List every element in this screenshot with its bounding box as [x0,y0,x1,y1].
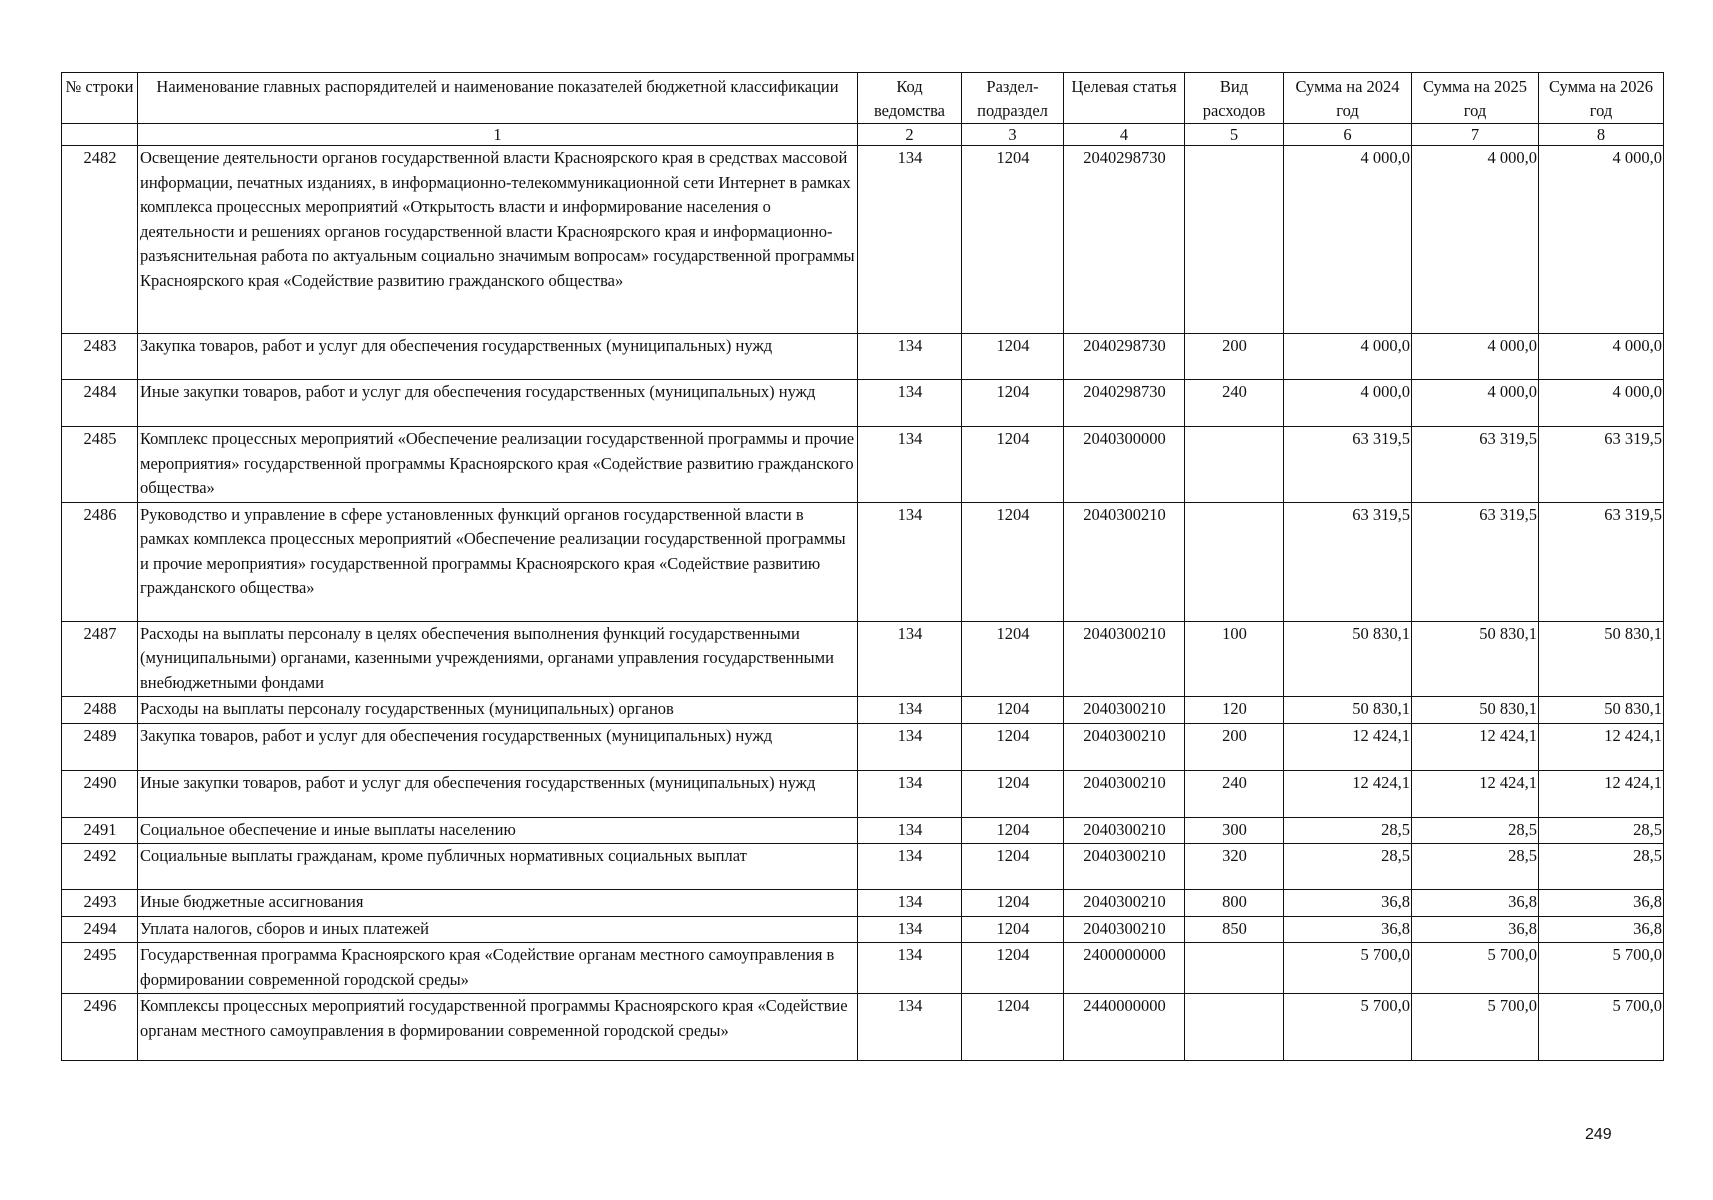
department-code-cell: 134 [858,146,962,334]
department-code-cell: 134 [858,502,962,621]
sum-2024-cell: 28,5 [1284,844,1412,890]
sum-2024-cell: 63 319,5 [1284,502,1412,621]
target-article-cell: 2040300210 [1064,916,1185,943]
name-cell: Освещение деятельности органов государственной власти Красноярского края в средствах массовой информации, печатных изданиях, в информационно-телекоммуникационной сети Интернет в рамках комплекса процессных мероприятий «Открытость власти и информирование населения о деятельности и решениях органов государственной власти Красноярского края и информационно-разъяснительная работа по актуальным социально значимым вопросам» государственной программы Красноярского края «Содействие развитию гражданского общества» [138,146,858,334]
page-number: 249 [1585,1126,1612,1143]
name-cell: Социальные выплаты гражданам, кроме публичных нормативных социальных выплат [138,844,858,890]
name-cell: Расходы на выплаты персоналу в целях обеспечения выполнения функций государственными (муниципальными) органами, казенными учреждениями, органами управления государственными внебюджетными фондами [138,621,858,697]
table-row [62,427,1664,503]
sum-2024-cell: 63 319,5 [1284,427,1412,503]
section-cell: 1204 [962,427,1064,503]
sum-2025-cell: 4 000,0 [1412,380,1539,427]
table-row [62,621,1664,697]
section-cell: 1204 [962,621,1064,697]
header-section: Раздел-подраздел [962,73,1064,124]
table-row [62,334,1664,380]
column-number: 5 [1185,124,1284,146]
sum-2026-cell: 36,8 [1539,916,1664,943]
column-number: 2 [858,124,962,146]
target-article-cell: 2040300210 [1064,502,1185,621]
expense-kind-cell [1185,146,1284,334]
table-row [62,916,1664,943]
target-article-cell: 2040298730 [1064,334,1185,380]
column-number: 3 [962,124,1064,146]
column-number: 6 [1284,124,1412,146]
table-row [62,817,1664,844]
row-number-cell: 2491 [62,817,138,844]
expense-kind-cell: 800 [1185,890,1284,917]
sum-2024-cell: 4 000,0 [1284,334,1412,380]
section-cell: 1204 [962,334,1064,380]
column-number: 7 [1412,124,1539,146]
sum-2025-cell: 63 319,5 [1412,427,1539,503]
department-code-cell: 134 [858,427,962,503]
column-number: 8 [1539,124,1664,146]
section-cell: 1204 [962,817,1064,844]
section-cell: 1204 [962,844,1064,890]
department-code-cell: 134 [858,723,962,770]
header-row [62,73,1664,124]
department-code-cell: 134 [858,890,962,917]
sum-2026-cell: 5 700,0 [1539,994,1664,1061]
sum-2026-cell: 4 000,0 [1539,146,1664,334]
row-number-cell: 2489 [62,723,138,770]
expense-kind-cell: 100 [1185,621,1284,697]
sum-2024-cell: 4 000,0 [1284,146,1412,334]
name-cell: Уплата налогов, сборов и иных платежей [138,916,858,943]
expense-kind-cell: 200 [1185,334,1284,380]
department-code-cell: 134 [858,334,962,380]
department-code-cell: 134 [858,844,962,890]
sum-2024-cell: 28,5 [1284,817,1412,844]
row-number-cell: 2495 [62,943,138,994]
column-number-row [62,124,1664,146]
sum-2025-cell: 36,8 [1412,890,1539,917]
sum-2025-cell: 5 700,0 [1412,994,1539,1061]
expense-kind-cell [1185,502,1284,621]
section-cell: 1204 [962,943,1064,994]
table-row [62,146,1664,334]
budget-table [61,72,1664,1061]
name-cell: Закупка товаров, работ и услуг для обеспечения государственных (муниципальных) нужд [138,334,858,380]
expense-kind-cell: 850 [1185,916,1284,943]
target-article-cell: 2040300000 [1064,427,1185,503]
department-code-cell: 134 [858,380,962,427]
target-article-cell: 2440000000 [1064,994,1185,1061]
name-cell: Иные закупки товаров, работ и услуг для обеспечения государственных (муниципальных) нужд [138,380,858,427]
target-article-cell: 2040300210 [1064,621,1185,697]
expense-kind-cell: 240 [1185,380,1284,427]
target-article-cell: 2040298730 [1064,146,1185,334]
name-cell: Социальное обеспечение и иные выплаты населению [138,817,858,844]
sum-2025-cell: 50 830,1 [1412,621,1539,697]
department-code-cell: 134 [858,817,962,844]
department-code-cell: 134 [858,697,962,724]
section-cell: 1204 [962,890,1064,917]
section-cell: 1204 [962,697,1064,724]
row-number-cell: 2493 [62,890,138,917]
table-row [62,502,1664,621]
section-cell: 1204 [962,502,1064,621]
row-number-cell: 2492 [62,844,138,890]
sum-2024-cell: 12 424,1 [1284,723,1412,770]
name-cell: Расходы на выплаты персоналу государственных (муниципальных) органов [138,697,858,724]
row-number-cell: 2486 [62,502,138,621]
sum-2025-cell: 12 424,1 [1412,723,1539,770]
section-cell: 1204 [962,916,1064,943]
sum-2026-cell: 63 319,5 [1539,427,1664,503]
sum-2026-cell: 4 000,0 [1539,334,1664,380]
department-code-cell: 134 [858,621,962,697]
section-cell: 1204 [962,770,1064,817]
department-code-cell: 134 [858,916,962,943]
name-cell: Иные бюджетные ассигнования [138,890,858,917]
sum-2026-cell: 4 000,0 [1539,380,1664,427]
sum-2024-cell: 5 700,0 [1284,943,1412,994]
row-number-cell: 2488 [62,697,138,724]
table-body [62,146,1664,1061]
table-row [62,723,1664,770]
sum-2025-cell: 36,8 [1412,916,1539,943]
row-number-cell: 2496 [62,994,138,1061]
target-article-cell: 2040300210 [1064,890,1185,917]
sum-2026-cell: 12 424,1 [1539,770,1664,817]
name-cell: Руководство и управление в сфере установленных функций органов государственной власти в рамках комплекса процессных мероприятий «Обеспечение реализации государственной программы и прочие мероприятия» государственной программы Красноярского края «Содействие развитию гражданского общества» [138,502,858,621]
target-article-cell: 2040300210 [1064,844,1185,890]
sum-2024-cell: 50 830,1 [1284,697,1412,724]
sum-2025-cell: 50 830,1 [1412,697,1539,724]
target-article-cell: 2400000000 [1064,943,1185,994]
table-row [62,697,1664,724]
name-cell: Комплексы процессных мероприятий государственной программы Красноярского края «Содействие органам местного самоуправления в формировании современной городской среды» [138,994,858,1061]
sum-2025-cell: 4 000,0 [1412,146,1539,334]
sum-2026-cell: 28,5 [1539,817,1664,844]
sum-2024-cell: 50 830,1 [1284,621,1412,697]
header-row-number: № строки [62,73,138,124]
column-number: 1 [138,124,858,146]
header-expense-kind: Вид расходов [1185,73,1284,124]
expense-kind-cell: 200 [1185,723,1284,770]
sum-2025-cell: 4 000,0 [1412,334,1539,380]
expense-kind-cell: 320 [1185,844,1284,890]
header-sum-2026: Сумма на 2026 год [1539,73,1664,124]
sum-2026-cell: 50 830,1 [1539,621,1664,697]
section-cell: 1204 [962,380,1064,427]
section-cell: 1204 [962,146,1064,334]
row-number-cell: 2487 [62,621,138,697]
row-number-cell: 2490 [62,770,138,817]
sum-2025-cell: 5 700,0 [1412,943,1539,994]
expense-kind-cell: 300 [1185,817,1284,844]
row-number-cell: 2482 [62,146,138,334]
sum-2026-cell: 28,5 [1539,844,1664,890]
table-row [62,943,1664,994]
section-cell: 1204 [962,994,1064,1061]
expense-kind-cell [1185,994,1284,1061]
expense-kind-cell [1185,427,1284,503]
target-article-cell: 2040298730 [1064,380,1185,427]
budget-table-page [61,72,1663,1061]
name-cell: Закупка товаров, работ и услуг для обеспечения государственных (муниципальных) нужд [138,723,858,770]
header-sum-2024: Сумма на 2024 год [1284,73,1412,124]
sum-2025-cell: 63 319,5 [1412,502,1539,621]
header-target-article: Целевая статья [1064,73,1185,124]
sum-2026-cell: 36,8 [1539,890,1664,917]
expense-kind-cell: 120 [1185,697,1284,724]
sum-2024-cell: 5 700,0 [1284,994,1412,1061]
name-cell: Иные закупки товаров, работ и услуг для обеспечения государственных (муниципальных) нужд [138,770,858,817]
department-code-cell: 134 [858,770,962,817]
table-row [62,890,1664,917]
sum-2026-cell: 12 424,1 [1539,723,1664,770]
table-row [62,770,1664,817]
expense-kind-cell: 240 [1185,770,1284,817]
row-number-cell: 2485 [62,427,138,503]
sum-2025-cell: 12 424,1 [1412,770,1539,817]
target-article-cell: 2040300210 [1064,770,1185,817]
sum-2026-cell: 50 830,1 [1539,697,1664,724]
sum-2026-cell: 5 700,0 [1539,943,1664,994]
sum-2024-cell: 12 424,1 [1284,770,1412,817]
column-number: 4 [1064,124,1185,146]
table-row [62,994,1664,1061]
section-cell: 1204 [962,723,1064,770]
header-name: Наименование главных распорядителей и наименование показателей бюджетной классификации [138,73,858,124]
header-department-code: Код ведомства [858,73,962,124]
target-article-cell: 2040300210 [1064,817,1185,844]
sum-2024-cell: 36,8 [1284,916,1412,943]
department-code-cell: 134 [858,943,962,994]
table-row [62,380,1664,427]
name-cell: Комплекс процессных мероприятий «Обеспечение реализации государственной программы и прочие мероприятия» государственной программы Красноярского края «Содействие развитию гражданского общества» [138,427,858,503]
name-cell: Государственная программа Красноярского края «Содействие органам местного самоуправления в формировании современной городской среды» [138,943,858,994]
row-number-cell: 2494 [62,916,138,943]
sum-2024-cell: 36,8 [1284,890,1412,917]
table-row [62,844,1664,890]
header-sum-2025: Сумма на 2025 год [1412,73,1539,124]
sum-2026-cell: 63 319,5 [1539,502,1664,621]
target-article-cell: 2040300210 [1064,723,1185,770]
target-article-cell: 2040300210 [1064,697,1185,724]
row-number-cell: 2483 [62,334,138,380]
sum-2025-cell: 28,5 [1412,844,1539,890]
department-code-cell: 134 [858,994,962,1061]
row-number-cell: 2484 [62,380,138,427]
sum-2025-cell: 28,5 [1412,817,1539,844]
sum-2024-cell: 4 000,0 [1284,380,1412,427]
expense-kind-cell [1185,943,1284,994]
column-number [62,124,138,146]
